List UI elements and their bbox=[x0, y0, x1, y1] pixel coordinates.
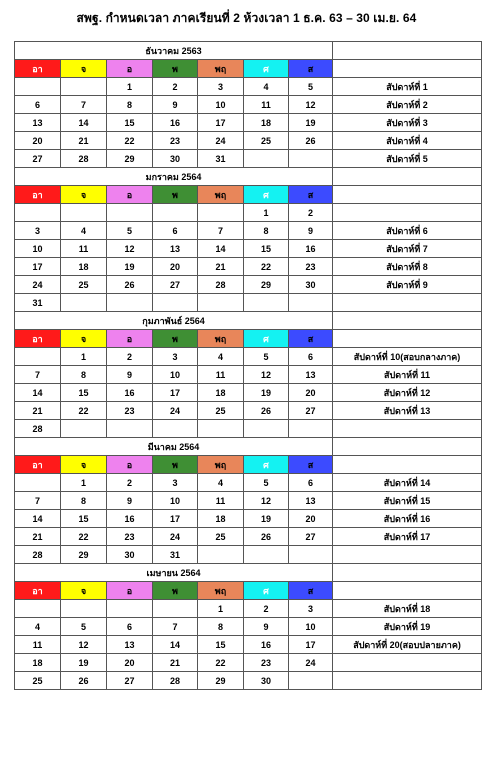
weekday-header: จ bbox=[61, 186, 107, 204]
day-cell: 24 bbox=[289, 654, 333, 672]
week-row bbox=[15, 366, 482, 384]
week-row bbox=[15, 132, 482, 150]
day-cell: 28 bbox=[15, 420, 61, 438]
week-label: สัปดาห์ที่ 18 bbox=[333, 600, 482, 618]
week-row bbox=[15, 528, 482, 546]
empty-cell bbox=[333, 456, 482, 474]
day-cell: 19 bbox=[244, 510, 289, 528]
day-cell: 29 bbox=[244, 276, 289, 294]
day-cell: 21 bbox=[153, 654, 198, 672]
month-title: มกราคม 2564 bbox=[15, 168, 333, 186]
weekday-header: ศ bbox=[244, 60, 289, 78]
day-cell: 31 bbox=[198, 150, 244, 168]
week-label: สัปดาห์ที่ 20(สอบปลายภาค) bbox=[333, 636, 482, 654]
day-cell: 24 bbox=[153, 528, 198, 546]
week-label bbox=[333, 672, 482, 690]
empty-cell bbox=[333, 330, 482, 348]
day-cell: 11 bbox=[198, 492, 244, 510]
day-cell: 25 bbox=[198, 402, 244, 420]
day-cell bbox=[15, 78, 61, 96]
day-cell: 10 bbox=[289, 618, 333, 636]
day-cell: 28 bbox=[61, 150, 107, 168]
day-cell: 16 bbox=[153, 114, 198, 132]
day-cell: 25 bbox=[61, 276, 107, 294]
day-cell bbox=[244, 420, 289, 438]
day-cell: 19 bbox=[289, 114, 333, 132]
day-cell: 26 bbox=[244, 528, 289, 546]
day-cell bbox=[15, 348, 61, 366]
day-cell: 25 bbox=[198, 528, 244, 546]
day-cell bbox=[61, 78, 107, 96]
month-title-row bbox=[15, 42, 482, 60]
day-cell: 24 bbox=[153, 402, 198, 420]
day-cell: 18 bbox=[198, 510, 244, 528]
day-cell: 17 bbox=[153, 384, 198, 402]
weekday-header: พฤ bbox=[198, 330, 244, 348]
day-cell: 16 bbox=[289, 240, 333, 258]
day-cell: 6 bbox=[107, 618, 153, 636]
week-row bbox=[15, 78, 482, 96]
day-cell: 25 bbox=[244, 132, 289, 150]
day-cell: 23 bbox=[153, 132, 198, 150]
day-cell: 5 bbox=[244, 348, 289, 366]
day-cell bbox=[15, 474, 61, 492]
day-cell: 12 bbox=[107, 240, 153, 258]
empty-cell bbox=[333, 42, 482, 60]
month-title: กุมภาพันธ์ 2564 bbox=[15, 312, 333, 330]
day-cell: 8 bbox=[198, 618, 244, 636]
weekday-header: ส bbox=[289, 330, 333, 348]
weekday-header: ส bbox=[289, 186, 333, 204]
day-cell bbox=[289, 294, 333, 312]
day-cell: 13 bbox=[289, 492, 333, 510]
day-cell: 6 bbox=[15, 96, 61, 114]
day-cell: 11 bbox=[61, 240, 107, 258]
weekday-header: อ bbox=[107, 330, 153, 348]
month-title: มีนาคม 2564 bbox=[15, 438, 333, 456]
day-cell bbox=[289, 150, 333, 168]
day-cell: 16 bbox=[107, 384, 153, 402]
week-row bbox=[15, 672, 482, 690]
week-label: สัปดาห์ที่ 6 bbox=[333, 222, 482, 240]
day-cell bbox=[198, 204, 244, 222]
weekday-header: ศ bbox=[244, 186, 289, 204]
day-cell: 13 bbox=[107, 636, 153, 654]
day-cell bbox=[15, 204, 61, 222]
week-label: สัปดาห์ที่ 2 bbox=[333, 96, 482, 114]
day-cell: 12 bbox=[61, 636, 107, 654]
weekday-header: จ bbox=[61, 60, 107, 78]
day-cell: 2 bbox=[107, 348, 153, 366]
day-cell: 26 bbox=[61, 672, 107, 690]
week-row bbox=[15, 402, 482, 420]
day-cell: 30 bbox=[153, 150, 198, 168]
day-cell: 1 bbox=[198, 600, 244, 618]
weekday-header-row bbox=[15, 186, 482, 204]
day-cell: 9 bbox=[153, 96, 198, 114]
day-cell: 2 bbox=[153, 78, 198, 96]
weekday-header: พ bbox=[153, 582, 198, 600]
day-cell bbox=[107, 420, 153, 438]
week-label bbox=[333, 654, 482, 672]
day-cell bbox=[244, 150, 289, 168]
month-title: เมษายน 2564 bbox=[15, 564, 333, 582]
month-title-row bbox=[15, 438, 482, 456]
day-cell: 17 bbox=[15, 258, 61, 276]
day-cell: 31 bbox=[15, 294, 61, 312]
day-cell: 13 bbox=[289, 366, 333, 384]
week-label: สัปดาห์ที่ 8 bbox=[333, 258, 482, 276]
weekday-header-row bbox=[15, 456, 482, 474]
day-cell bbox=[289, 672, 333, 690]
day-cell: 7 bbox=[153, 618, 198, 636]
day-cell: 9 bbox=[289, 222, 333, 240]
weekday-header: ศ bbox=[244, 330, 289, 348]
week-row bbox=[15, 276, 482, 294]
day-cell bbox=[198, 294, 244, 312]
week-label: สัปดาห์ที่ 12 bbox=[333, 384, 482, 402]
week-label bbox=[333, 204, 482, 222]
week-row bbox=[15, 546, 482, 564]
weekday-header: พฤ bbox=[198, 186, 244, 204]
day-cell: 7 bbox=[15, 492, 61, 510]
week-label: สัปดาห์ที่ 4 bbox=[333, 132, 482, 150]
day-cell bbox=[289, 546, 333, 564]
empty-cell bbox=[333, 564, 482, 582]
weekday-header: ส bbox=[289, 582, 333, 600]
week-label: สัปดาห์ที่ 3 bbox=[333, 114, 482, 132]
day-cell: 1 bbox=[244, 204, 289, 222]
month-title: ธันวาคม 2563 bbox=[15, 42, 333, 60]
day-cell: 9 bbox=[244, 618, 289, 636]
day-cell: 6 bbox=[289, 348, 333, 366]
week-label: สัปดาห์ที่ 9 bbox=[333, 276, 482, 294]
weekday-header: อา bbox=[15, 186, 61, 204]
week-label: สัปดาห์ที่ 17 bbox=[333, 528, 482, 546]
day-cell: 3 bbox=[153, 348, 198, 366]
weekday-header: ส bbox=[289, 456, 333, 474]
day-cell: 23 bbox=[107, 402, 153, 420]
day-cell: 15 bbox=[61, 510, 107, 528]
day-cell: 5 bbox=[107, 222, 153, 240]
day-cell: 22 bbox=[107, 132, 153, 150]
week-label bbox=[333, 420, 482, 438]
day-cell: 14 bbox=[15, 510, 61, 528]
day-cell: 6 bbox=[153, 222, 198, 240]
day-cell: 4 bbox=[244, 78, 289, 96]
weekday-header: พฤ bbox=[198, 582, 244, 600]
day-cell bbox=[107, 294, 153, 312]
day-cell: 10 bbox=[153, 492, 198, 510]
week-row bbox=[15, 114, 482, 132]
day-cell: 14 bbox=[15, 384, 61, 402]
day-cell: 17 bbox=[198, 114, 244, 132]
weekday-header-row bbox=[15, 60, 482, 78]
weekday-header: ศ bbox=[244, 582, 289, 600]
week-label: สัปดาห์ที่ 11 bbox=[333, 366, 482, 384]
day-cell: 29 bbox=[198, 672, 244, 690]
weekday-header: พฤ bbox=[198, 60, 244, 78]
week-label bbox=[333, 546, 482, 564]
day-cell: 22 bbox=[244, 258, 289, 276]
day-cell bbox=[61, 294, 107, 312]
weekday-header: ส bbox=[289, 60, 333, 78]
empty-cell bbox=[333, 438, 482, 456]
day-cell: 18 bbox=[61, 258, 107, 276]
weekday-header-row bbox=[15, 330, 482, 348]
weekday-header-row bbox=[15, 582, 482, 600]
day-cell: 26 bbox=[107, 276, 153, 294]
day-cell: 27 bbox=[15, 150, 61, 168]
empty-cell bbox=[333, 186, 482, 204]
day-cell: 11 bbox=[15, 636, 61, 654]
day-cell: 17 bbox=[289, 636, 333, 654]
day-cell: 25 bbox=[15, 672, 61, 690]
week-label: สัปดาห์ที่ 5 bbox=[333, 150, 482, 168]
day-cell: 9 bbox=[107, 366, 153, 384]
week-row bbox=[15, 204, 482, 222]
week-label: สัปดาห์ที่ 1 bbox=[333, 78, 482, 96]
day-cell: 7 bbox=[198, 222, 244, 240]
week-row bbox=[15, 618, 482, 636]
day-cell: 10 bbox=[153, 366, 198, 384]
month-title-row bbox=[15, 312, 482, 330]
day-cell: 3 bbox=[289, 600, 333, 618]
day-cell: 23 bbox=[244, 654, 289, 672]
weekday-header: พ bbox=[153, 456, 198, 474]
day-cell: 10 bbox=[15, 240, 61, 258]
week-label: สัปดาห์ที่ 13 bbox=[333, 402, 482, 420]
day-cell: 18 bbox=[15, 654, 61, 672]
empty-cell bbox=[333, 60, 482, 78]
day-cell: 11 bbox=[198, 366, 244, 384]
week-row bbox=[15, 600, 482, 618]
day-cell bbox=[244, 294, 289, 312]
day-cell: 22 bbox=[61, 402, 107, 420]
day-cell bbox=[61, 600, 107, 618]
day-cell bbox=[107, 600, 153, 618]
day-cell: 5 bbox=[244, 474, 289, 492]
weekday-header: พฤ bbox=[198, 456, 244, 474]
day-cell: 23 bbox=[107, 528, 153, 546]
day-cell: 27 bbox=[153, 276, 198, 294]
day-cell: 18 bbox=[244, 114, 289, 132]
week-row bbox=[15, 96, 482, 114]
day-cell: 29 bbox=[61, 546, 107, 564]
day-cell: 20 bbox=[107, 654, 153, 672]
day-cell bbox=[15, 600, 61, 618]
day-cell: 16 bbox=[107, 510, 153, 528]
day-cell: 1 bbox=[107, 78, 153, 96]
day-cell: 23 bbox=[289, 258, 333, 276]
weekday-header: อ bbox=[107, 582, 153, 600]
day-cell: 19 bbox=[107, 258, 153, 276]
day-cell: 15 bbox=[198, 636, 244, 654]
week-row bbox=[15, 222, 482, 240]
day-cell: 20 bbox=[289, 384, 333, 402]
day-cell: 2 bbox=[244, 600, 289, 618]
day-cell: 13 bbox=[15, 114, 61, 132]
week-row bbox=[15, 258, 482, 276]
day-cell: 27 bbox=[107, 672, 153, 690]
day-cell: 4 bbox=[198, 474, 244, 492]
day-cell bbox=[153, 294, 198, 312]
day-cell: 8 bbox=[244, 222, 289, 240]
day-cell: 17 bbox=[153, 510, 198, 528]
empty-cell bbox=[333, 312, 482, 330]
calendar-body bbox=[15, 42, 482, 690]
weekday-header: พ bbox=[153, 186, 198, 204]
day-cell: 16 bbox=[244, 636, 289, 654]
day-cell: 14 bbox=[61, 114, 107, 132]
day-cell: 4 bbox=[61, 222, 107, 240]
weekday-header: อา bbox=[15, 582, 61, 600]
day-cell: 21 bbox=[61, 132, 107, 150]
weekday-header: อา bbox=[15, 330, 61, 348]
weekday-header: อา bbox=[15, 60, 61, 78]
weekday-header: พ bbox=[153, 330, 198, 348]
day-cell: 24 bbox=[198, 132, 244, 150]
day-cell: 19 bbox=[61, 654, 107, 672]
page-title: สพฐ. กำหนดเวลา ภาคเรียนที่ 2 ห้วงเวลา 1 ธ.ค. 63 – 30 เม.ย. 64 bbox=[76, 11, 417, 25]
day-cell: 1 bbox=[61, 474, 107, 492]
weekday-header: จ bbox=[61, 330, 107, 348]
day-cell: 20 bbox=[289, 510, 333, 528]
day-cell: 6 bbox=[289, 474, 333, 492]
day-cell: 27 bbox=[289, 402, 333, 420]
day-cell: 4 bbox=[15, 618, 61, 636]
day-cell: 11 bbox=[244, 96, 289, 114]
day-cell: 8 bbox=[107, 96, 153, 114]
day-cell: 13 bbox=[153, 240, 198, 258]
week-label: สัปดาห์ที่ 14 bbox=[333, 474, 482, 492]
day-cell bbox=[61, 204, 107, 222]
semester-calendar-table bbox=[14, 41, 482, 690]
day-cell: 26 bbox=[244, 402, 289, 420]
day-cell: 4 bbox=[198, 348, 244, 366]
day-cell: 28 bbox=[15, 546, 61, 564]
week-label: สัปดาห์ที่ 10(สอบกลางภาค) bbox=[333, 348, 482, 366]
weekday-header: จ bbox=[61, 456, 107, 474]
day-cell: 9 bbox=[107, 492, 153, 510]
week-row bbox=[15, 474, 482, 492]
day-cell: 21 bbox=[15, 528, 61, 546]
weekday-header: พ bbox=[153, 60, 198, 78]
day-cell bbox=[198, 546, 244, 564]
day-cell: 15 bbox=[61, 384, 107, 402]
day-cell: 12 bbox=[244, 492, 289, 510]
day-cell: 24 bbox=[15, 276, 61, 294]
day-cell: 7 bbox=[15, 366, 61, 384]
week-label: สัปดาห์ที่ 15 bbox=[333, 492, 482, 510]
week-label: สัปดาห์ที่ 16 bbox=[333, 510, 482, 528]
day-cell: 27 bbox=[289, 528, 333, 546]
day-cell: 29 bbox=[107, 150, 153, 168]
day-cell bbox=[289, 420, 333, 438]
day-cell: 5 bbox=[289, 78, 333, 96]
day-cell bbox=[61, 420, 107, 438]
day-cell: 12 bbox=[289, 96, 333, 114]
day-cell bbox=[198, 420, 244, 438]
day-cell: 30 bbox=[107, 546, 153, 564]
week-row bbox=[15, 492, 482, 510]
day-cell: 20 bbox=[15, 132, 61, 150]
day-cell: 21 bbox=[198, 258, 244, 276]
week-label bbox=[333, 294, 482, 312]
day-cell: 28 bbox=[198, 276, 244, 294]
day-cell: 31 bbox=[153, 546, 198, 564]
day-cell: 28 bbox=[153, 672, 198, 690]
week-label: สัปดาห์ที่ 7 bbox=[333, 240, 482, 258]
weekday-header: ศ bbox=[244, 456, 289, 474]
day-cell: 30 bbox=[244, 672, 289, 690]
day-cell: 3 bbox=[198, 78, 244, 96]
weekday-header: จ bbox=[61, 582, 107, 600]
day-cell: 1 bbox=[61, 348, 107, 366]
day-cell: 7 bbox=[61, 96, 107, 114]
empty-cell bbox=[333, 168, 482, 186]
day-cell: 3 bbox=[15, 222, 61, 240]
day-cell: 14 bbox=[153, 636, 198, 654]
weekday-header: อ bbox=[107, 456, 153, 474]
day-cell: 22 bbox=[61, 528, 107, 546]
day-cell bbox=[153, 204, 198, 222]
day-cell: 22 bbox=[198, 654, 244, 672]
day-cell bbox=[153, 420, 198, 438]
week-row bbox=[15, 636, 482, 654]
day-cell: 8 bbox=[61, 366, 107, 384]
month-title-row bbox=[15, 564, 482, 582]
day-cell: 8 bbox=[61, 492, 107, 510]
weekday-header: อา bbox=[15, 456, 61, 474]
weekday-header: อ bbox=[107, 60, 153, 78]
month-title-row bbox=[15, 168, 482, 186]
day-cell: 14 bbox=[198, 240, 244, 258]
day-cell: 10 bbox=[198, 96, 244, 114]
week-row bbox=[15, 384, 482, 402]
day-cell: 18 bbox=[198, 384, 244, 402]
day-cell: 2 bbox=[289, 204, 333, 222]
day-cell bbox=[244, 546, 289, 564]
week-row bbox=[15, 240, 482, 258]
week-row bbox=[15, 510, 482, 528]
day-cell: 26 bbox=[289, 132, 333, 150]
week-row bbox=[15, 150, 482, 168]
day-cell: 20 bbox=[153, 258, 198, 276]
day-cell: 12 bbox=[244, 366, 289, 384]
day-cell: 15 bbox=[107, 114, 153, 132]
day-cell: 30 bbox=[289, 276, 333, 294]
empty-cell bbox=[333, 582, 482, 600]
weekday-header: อ bbox=[107, 186, 153, 204]
day-cell: 21 bbox=[15, 402, 61, 420]
week-label: สัปดาห์ที่ 19 bbox=[333, 618, 482, 636]
day-cell: 5 bbox=[61, 618, 107, 636]
week-row bbox=[15, 420, 482, 438]
day-cell: 3 bbox=[153, 474, 198, 492]
week-row bbox=[15, 654, 482, 672]
day-cell bbox=[153, 600, 198, 618]
day-cell: 15 bbox=[244, 240, 289, 258]
day-cell bbox=[107, 204, 153, 222]
week-row bbox=[15, 348, 482, 366]
day-cell: 2 bbox=[107, 474, 153, 492]
day-cell: 19 bbox=[244, 384, 289, 402]
week-row bbox=[15, 294, 482, 312]
